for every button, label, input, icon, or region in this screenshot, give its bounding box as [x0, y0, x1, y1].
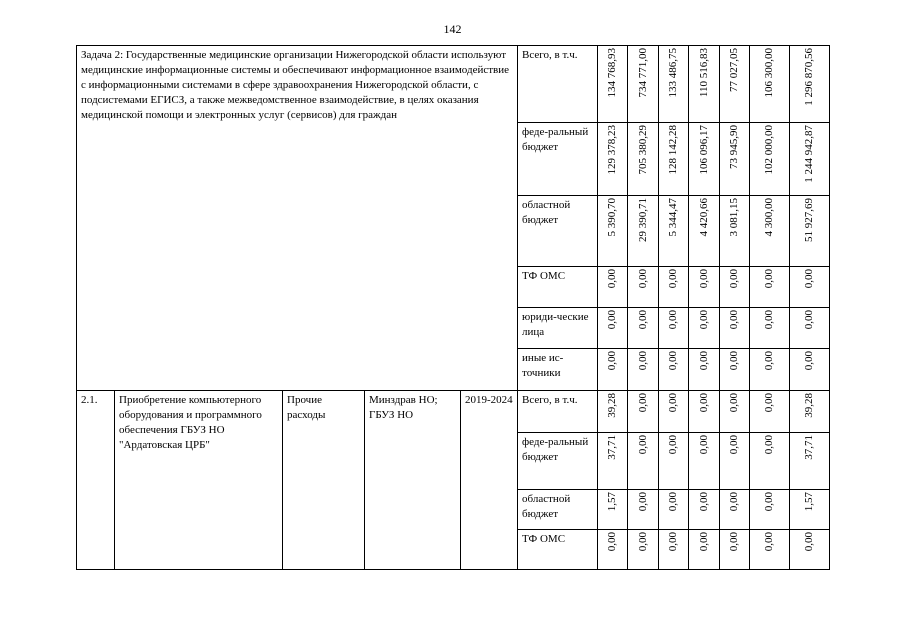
funding-source-label: иные ис-точники — [518, 349, 598, 391]
value-cell: 37,71 — [598, 433, 628, 490]
funding-source-label: юриди-ческие лица — [518, 308, 598, 349]
item-number: 2.1. — [77, 391, 115, 570]
value-cell: 106 300,00 — [750, 46, 790, 123]
value-cell: 133 486,75 — [659, 46, 689, 123]
value-cell: 4 420,66 — [689, 196, 720, 267]
value-cell: 0,00 — [628, 530, 659, 570]
value-cell: 0,00 — [750, 530, 790, 570]
value-cell: 0,00 — [659, 391, 689, 433]
value-cell: 0,00 — [790, 308, 830, 349]
value-cell: 0,00 — [750, 391, 790, 433]
value-cell: 0,00 — [659, 433, 689, 490]
funding-source-label: областной бюджет — [518, 196, 598, 267]
task-description: Задача 2: Государственные медицинские организации Нижегородской области используют медицинские информационные системы и обеспечивают информационное взаимодействие с информационными системами в сфере здравоохранения Нижегородской области, с подсистемами ЕГИСЗ, а также межведомственное взаимодействие, в целях оказания медицинской помощи и электронных услуг (сервисов) для граждан — [77, 46, 518, 391]
value-cell: 0,00 — [628, 391, 659, 433]
funding-source-label: ТФ ОМС — [518, 530, 598, 570]
value-cell: 0,00 — [659, 490, 689, 530]
value-cell: 128 142,28 — [659, 123, 689, 196]
value-cell: 0,00 — [720, 349, 750, 391]
value-cell: 0,00 — [598, 267, 628, 308]
value-cell: 110 516,83 — [689, 46, 720, 123]
value-cell: 0,00 — [720, 530, 750, 570]
value-cell: 0,00 — [790, 530, 830, 570]
value-cell: 51 927,69 — [790, 196, 830, 267]
value-cell: 1,57 — [790, 490, 830, 530]
table-body — [77, 46, 830, 570]
value-cell: 0,00 — [628, 267, 659, 308]
funding-source-label: Всего, в т.ч. — [518, 391, 598, 433]
item-executor: Минздрав НО; ГБУЗ НО — [365, 391, 461, 570]
value-cell: 0,00 — [628, 490, 659, 530]
value-cell: 0,00 — [720, 490, 750, 530]
page-number: 142 — [443, 22, 462, 36]
funding-source-label: Всего, в т.ч. — [518, 46, 598, 123]
value-cell: 39,28 — [790, 391, 830, 433]
value-cell: 0,00 — [750, 349, 790, 391]
value-cell: 129 378,23 — [598, 123, 628, 196]
value-cell: 5 344,47 — [659, 196, 689, 267]
value-cell: 0,00 — [689, 490, 720, 530]
value-cell: 39,28 — [598, 391, 628, 433]
value-cell: 0,00 — [720, 308, 750, 349]
value-cell: 705 380,29 — [628, 123, 659, 196]
value-cell: 0,00 — [628, 433, 659, 490]
value-cell: 77 027,05 — [720, 46, 750, 123]
value-cell: 0,00 — [659, 308, 689, 349]
budget-table — [76, 45, 830, 570]
value-cell: 106 096,17 — [689, 123, 720, 196]
value-cell: 0,00 — [689, 308, 720, 349]
value-cell: 0,00 — [750, 433, 790, 490]
funding-source-label: областной бюджет — [518, 490, 598, 530]
value-cell: 0,00 — [628, 308, 659, 349]
value-cell: 0,00 — [598, 349, 628, 391]
value-cell: 0,00 — [659, 267, 689, 308]
value-cell: 0,00 — [659, 349, 689, 391]
value-cell: 0,00 — [790, 267, 830, 308]
value-cell: 0,00 — [720, 433, 750, 490]
value-cell: 0,00 — [659, 530, 689, 570]
value-cell: 1,57 — [598, 490, 628, 530]
value-cell: 0,00 — [598, 308, 628, 349]
value-cell: 0,00 — [689, 433, 720, 490]
value-cell: 0,00 — [689, 391, 720, 433]
item-period: 2019-2024 — [461, 391, 518, 570]
table-row — [77, 391, 830, 433]
funding-source-label: феде-ральный бюджет — [518, 433, 598, 490]
value-cell: 1 244 942,87 — [790, 123, 830, 196]
value-cell: 29 390,71 — [628, 196, 659, 267]
value-cell: 0,00 — [750, 308, 790, 349]
value-cell: 0,00 — [750, 267, 790, 308]
value-cell: 0,00 — [689, 530, 720, 570]
item-expense-type: Прочие расходы — [283, 391, 365, 570]
value-cell: 134 768,93 — [598, 46, 628, 123]
value-cell: 0,00 — [720, 267, 750, 308]
value-cell: 4 300,00 — [750, 196, 790, 267]
value-cell: 5 390,70 — [598, 196, 628, 267]
funding-source-label: ТФ ОМС — [518, 267, 598, 308]
value-cell: 37,71 — [790, 433, 830, 490]
value-cell: 0,00 — [689, 349, 720, 391]
table-row — [77, 46, 830, 123]
value-cell: 73 945,90 — [720, 123, 750, 196]
funding-source-label: феде-ральный бюджет — [518, 123, 598, 196]
value-cell: 1 296 870,56 — [790, 46, 830, 123]
value-cell: 0,00 — [628, 349, 659, 391]
value-cell: 102 000,00 — [750, 123, 790, 196]
value-cell: 0,00 — [598, 530, 628, 570]
value-cell: 0,00 — [720, 391, 750, 433]
value-cell: 734 771,00 — [628, 46, 659, 123]
value-cell: 3 081,15 — [720, 196, 750, 267]
value-cell: 0,00 — [689, 267, 720, 308]
value-cell: 0,00 — [790, 349, 830, 391]
value-cell: 0,00 — [750, 490, 790, 530]
item-name: Приобретение компьютерного оборудования и программного обеспечения ГБУЗ НО "Ардатовская ЦРБ" — [115, 391, 283, 570]
